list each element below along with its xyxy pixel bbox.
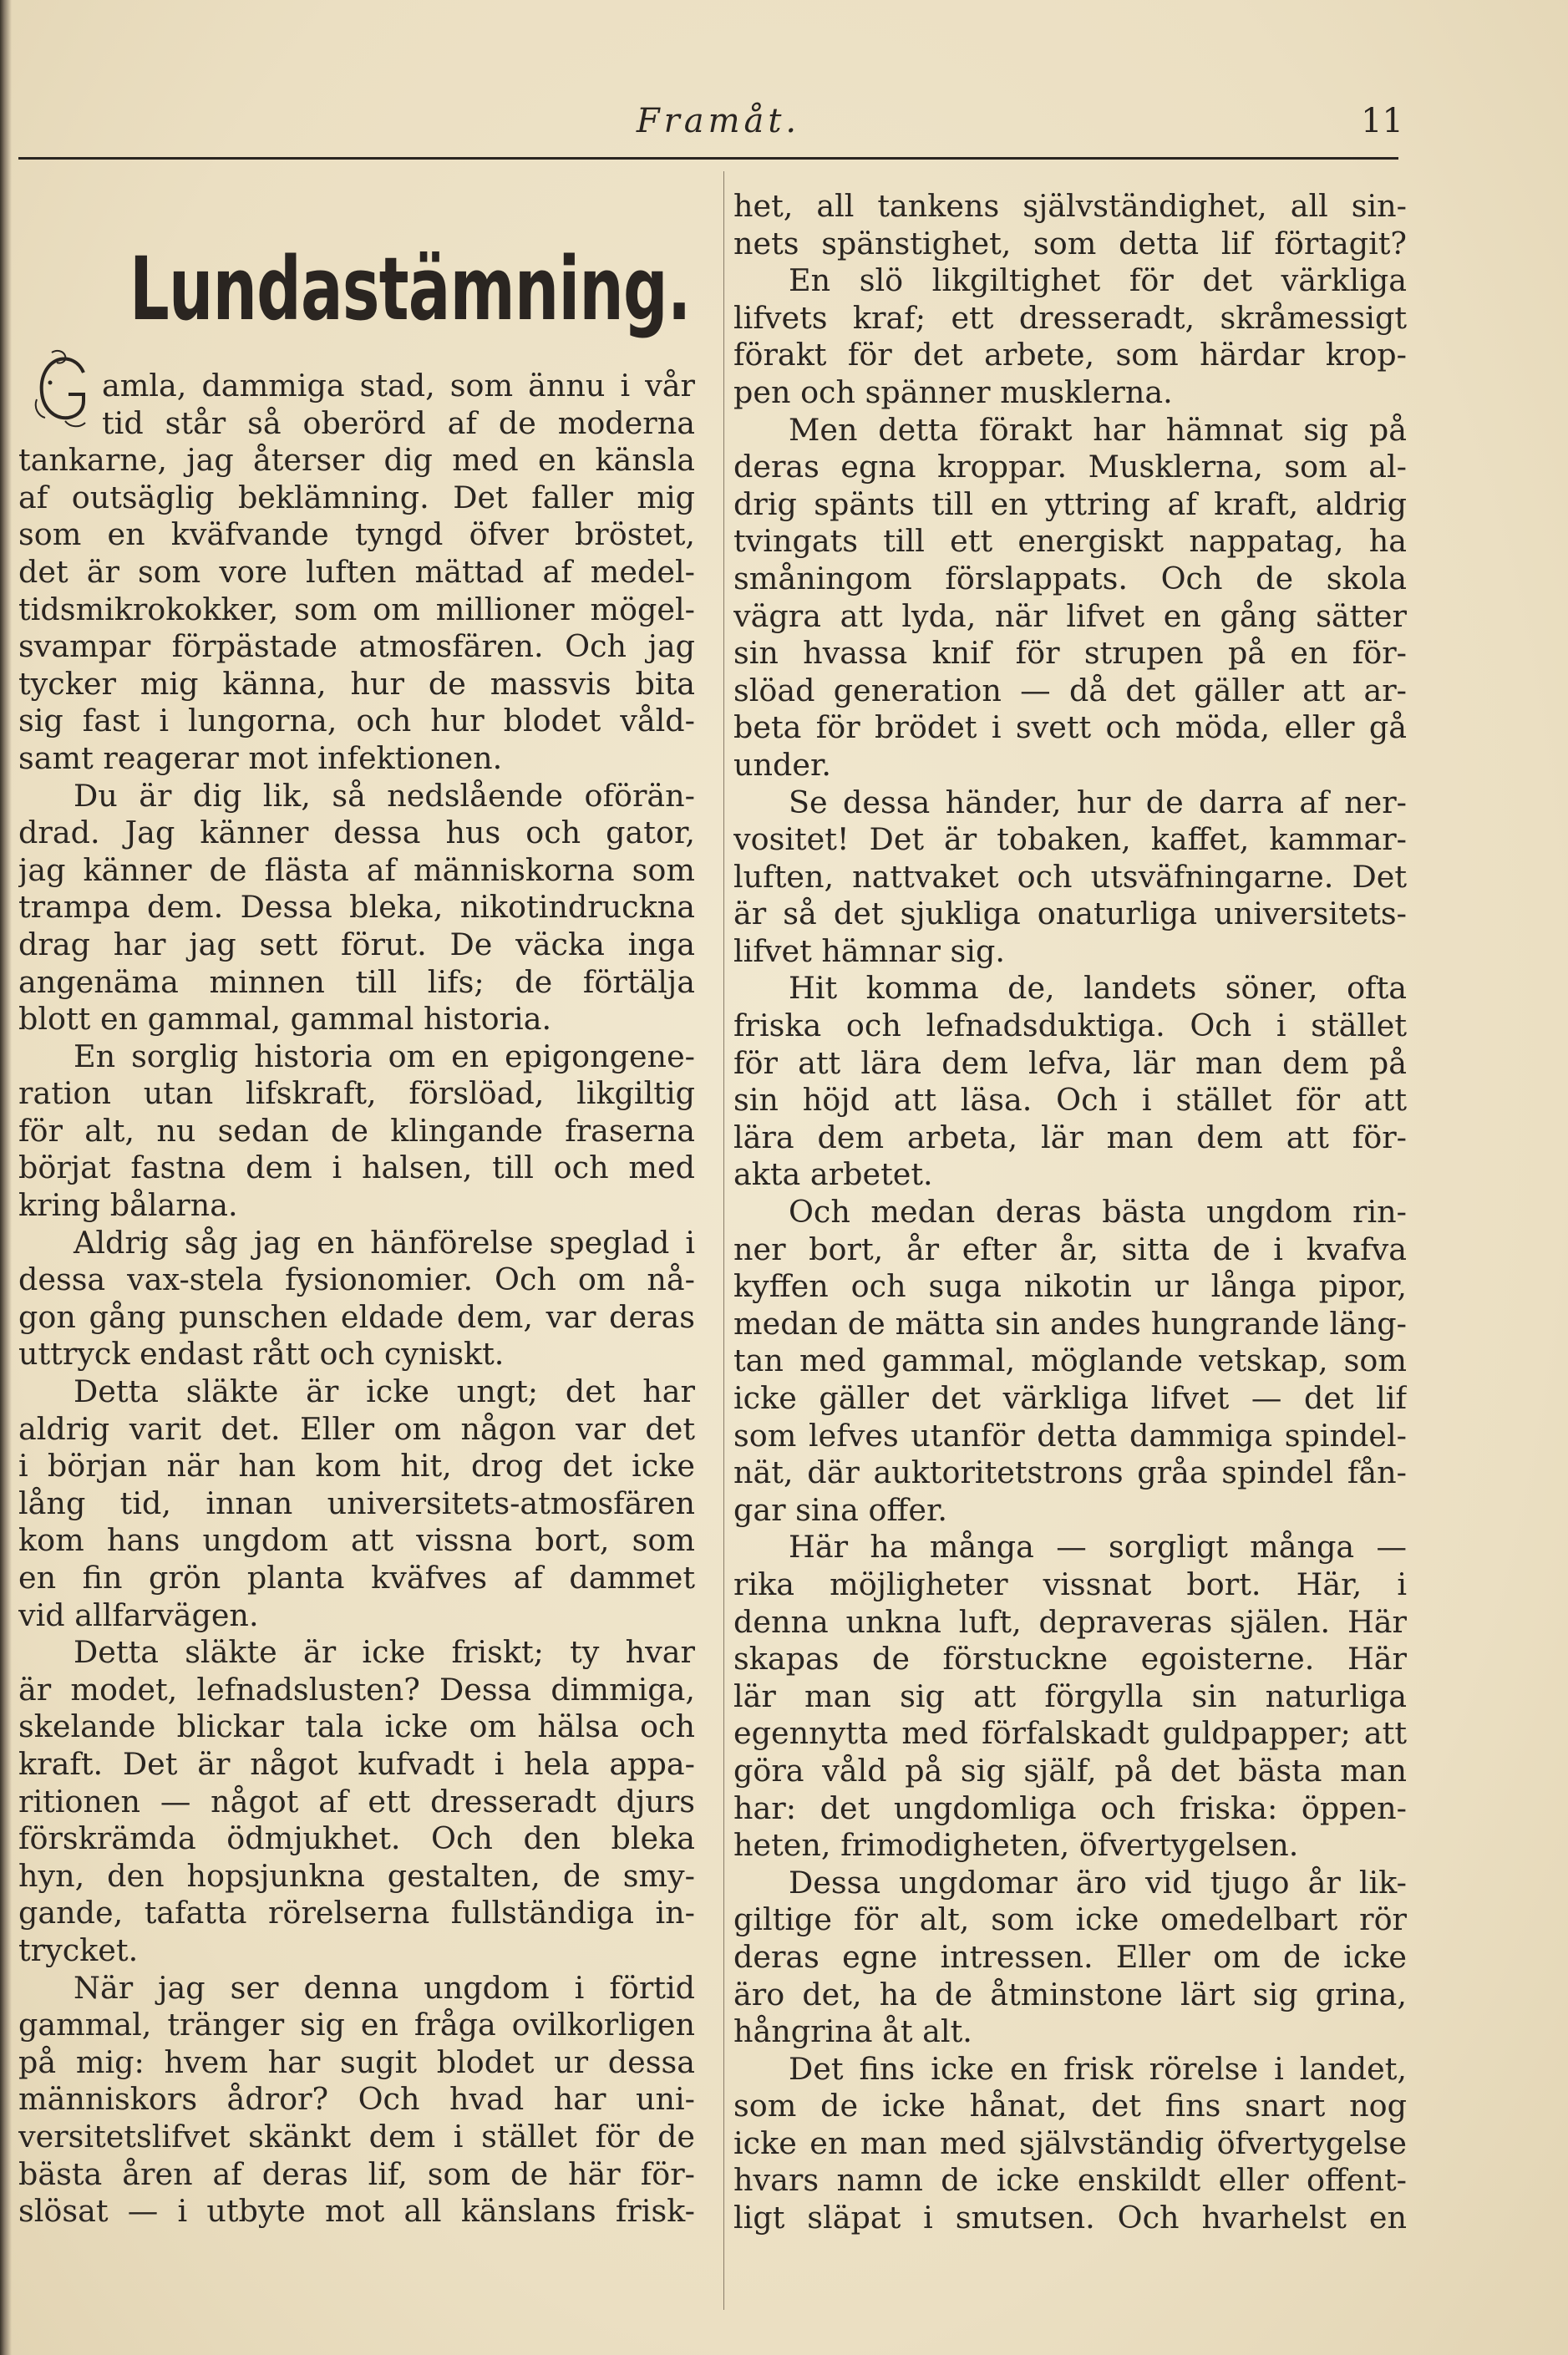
text-line: medan de mätta sin andes hungrande läng-: [733, 1305, 1407, 1342]
text-line: angenäma minnen till lifs; de förtälja: [18, 963, 695, 1000]
text-line: kring bålarna.: [18, 1187, 238, 1224]
text-line: ritionen — något af ett dresseradt djurs: [18, 1783, 695, 1820]
text-line: i början när han kom hit, drog det icke: [18, 1448, 695, 1485]
text-line: på mig: hvem har sugit blodet ur dessa: [18, 2043, 695, 2080]
text-line: nät, där auktoritetstrons gråa spindel fån-: [733, 1454, 1407, 1491]
text-line: En sorglig historia om en epigongene-: [74, 1038, 695, 1074]
text-line: Detta släkte är icke ungt; det har: [74, 1373, 695, 1410]
text-line: vägra att lyda, när lifvet en gång sätter: [733, 597, 1407, 634]
text-line: en fin grön planta kväfves af dammet: [18, 1560, 695, 1596]
text-line: trampa dem. Dessa bleka, nikotindruckna: [18, 889, 695, 926]
article-title: Lundastämning.: [129, 238, 691, 340]
text-line: kraft. Det är något kufvadt i hela appa-: [18, 1745, 695, 1782]
text-line: giltige för alt, som icke omedelbart rör: [733, 1901, 1407, 1938]
text-line: ration utan lifskraft, förslöad, likgiltig: [18, 1075, 695, 1112]
text-line: icke en man med självständig öfvertygelse: [733, 2124, 1407, 2161]
text-line: drad. Jag känner dessa hus och gator,: [18, 815, 695, 851]
text-line: drig spänts till en yttring af kraft, aldrig: [733, 485, 1407, 522]
text-line: Men detta förakt har hämnat sig på: [789, 411, 1407, 448]
text-line: gon gång punschen eldade dem, var deras: [18, 1298, 695, 1335]
text-line: förakt för det arbete, som härdar krop-: [733, 337, 1407, 373]
text-line: tid står så oberörd af de moderna: [102, 404, 695, 441]
right-column: [733, 188, 1407, 2237]
text-line: friska och lefnadsduktiga. Och i stället: [733, 1007, 1407, 1044]
text-line: gammal, tränger sig en fråga ovilkorligen: [18, 2007, 695, 2043]
text-line: svampar förpästade atmosfären. Och jag: [18, 628, 695, 665]
text-line: lifvet hämnar sig.: [733, 932, 1005, 969]
text-line: Dessa ungdomar äro vid tjugo år lik-: [789, 1864, 1407, 1901]
text-line: tvingats till ett energiskt nappatag, ha: [733, 523, 1407, 560]
text-line: aldrig varit det. Eller om någon var det: [18, 1410, 695, 1447]
text-line: skelande blickar tala icke om hälsa och: [18, 1708, 695, 1745]
text-line: hyn, den hopsjunkna gestalten, de smy-: [18, 1857, 695, 1894]
text-line: slösat — i utbyte mot all känslans frisk-: [18, 2193, 695, 2230]
text-line: Du är dig lik, så nedslående oförän-: [74, 777, 695, 814]
text-line: sin höjd att läsa. Och i stället för att: [733, 1082, 1407, 1119]
text-line: het, all tankens självständighet, all sin-: [733, 188, 1407, 224]
text-line: under.: [733, 746, 832, 783]
text-line: versitetslifvet skänkt dem i stället för de: [18, 2118, 695, 2155]
text-line: människors ådror? Och hvad har uni-: [18, 2081, 695, 2118]
column-divider: [723, 171, 724, 2310]
text-line: drag har jag sett förut. De väcka inga: [18, 926, 695, 962]
text-line: förskrämda ödmjukhet. Och den bleka: [18, 1820, 695, 1857]
text-line: lär man sig att förgylla sin naturliga: [733, 1677, 1407, 1714]
text-line: börjat fastna dem i halsen, till och med: [18, 1150, 695, 1186]
text-line: deras egna kroppar. Musklerna, som al-: [733, 449, 1407, 485]
text-line: deras egne intressen. Eller om de icke: [733, 1938, 1407, 1975]
text-line: kyffen och suga nikotin ur långa pipor,: [733, 1268, 1407, 1305]
text-line: äro det, ha de åtminstone lärt sig grina,: [733, 1976, 1407, 2012]
text-line: luften, nattvaket och utsväfningarne. Det: [733, 858, 1407, 895]
text-line: ligt släpat i smutsen. Och hvarhelst en: [733, 2200, 1407, 2236]
text-line: denna unkna luft, depraveras själen. Här: [733, 1603, 1407, 1640]
text-line: vid allfarvägen.: [18, 1596, 259, 1633]
text-line: lära dem arbeta, lär man dem att för-: [733, 1119, 1407, 1155]
text-line: har: det ungdomliga och friska: öppen-: [733, 1789, 1407, 1826]
text-line: Aldrig såg jag en hänförelse speglad i: [74, 1224, 695, 1261]
text-line: rika möjligheter vissnat bort. Här, i: [733, 1566, 1407, 1602]
text-line: för att lära dem lefva, lär man dem på: [733, 1044, 1407, 1081]
text-line: lång tid, innan universitets-atmosfären: [18, 1485, 695, 1521]
text-line: uttryck endast rått och cyniskt.: [18, 1336, 505, 1373]
text-line: vositet! Det är tobaken, kaffet, kammar-: [733, 821, 1407, 858]
text-line: egennytta med förfalskadt guldpapper; att: [733, 1715, 1407, 1752]
text-line: som de icke hånat, det fins snart nog: [733, 2088, 1407, 2124]
text-line: samt reagerar mot infektionen.: [18, 739, 503, 776]
text-line: hvars namn de icke enskildt eller offent-: [733, 2162, 1407, 2199]
text-line: En slö likgiltighet för det värkliga: [789, 262, 1407, 299]
text-line: af outsäglig beklämning. Det faller mig: [18, 479, 695, 515]
text-line: sig fast i lungorna, och hur blodet våld-: [18, 703, 695, 739]
text-line: dessa vax-stela fysionomier. Och om nå-: [18, 1261, 695, 1298]
text-line: icke gäller det värkliga lifvet — det lif: [733, 1380, 1407, 1416]
text-line: kom hans ungdom att vissna bort, som: [18, 1522, 695, 1559]
text-line: för alt, nu sedan de klingande fraserna: [18, 1112, 695, 1149]
text-line: tankarne, jag återser dig med en känsla: [18, 442, 695, 479]
page-number: 11: [1361, 102, 1403, 140]
text-line: beta för brödet i svett och möda, eller gå: [733, 709, 1407, 746]
text-line: heten, frimodigheten, öfvertygelsen.: [733, 1827, 1299, 1864]
text-line: småningom förslappats. Och de skola: [733, 560, 1407, 596]
header-rule: [18, 157, 1398, 160]
text-line: slöad generation — då det gäller att ar-: [733, 672, 1407, 708]
text-line: akta arbetet.: [733, 1156, 933, 1193]
text-line: tan med gammal, möglande vetskap, som: [733, 1342, 1407, 1379]
text-line: Och medan deras bästa ungdom rin-: [789, 1194, 1407, 1231]
text-line: amla, dammiga stad, som ännu i vår: [102, 368, 695, 403]
text-line: är modet, lefnadslusten? Dessa dimmiga,: [18, 1671, 695, 1708]
text-line: Här ha många — sorgligt många —: [789, 1529, 1407, 1566]
text-line: som lefves utanför detta dammiga spindel-: [733, 1417, 1407, 1454]
text-line: blott en gammal, gammal historia.: [18, 1001, 552, 1038]
text-line: bästa åren af deras lif, som de här för-: [18, 2155, 695, 2192]
text-line: hångrina åt alt.: [733, 2013, 972, 2050]
text-line: Detta släkte är icke friskt; ty hvar: [74, 1634, 695, 1671]
text-line: som en kväfvande tyngd öfver bröstet,: [18, 516, 695, 553]
text-line: jag känner de flästa af människorna som: [18, 851, 695, 888]
text-line: nets spänstighet, som detta lif förtagit?: [733, 225, 1407, 261]
text-line: pen och spänner musklerna.: [733, 373, 1173, 410]
text-line: trycket.: [18, 1931, 139, 1968]
text-line: Hit komma de, landets söner, ofta: [789, 970, 1407, 1007]
left-column: [18, 368, 695, 2231]
text-line: sin hvassa knif för strupen på en för-: [733, 635, 1407, 672]
text-line: gande, tafatta rörelserna fullständiga in-: [18, 1895, 695, 1931]
text-line: När jag ser denna ungdom i förtid: [74, 1969, 695, 2006]
text-line: Det fins icke en frisk rörelse i landet,: [789, 2050, 1407, 2087]
running-title: Framåt.: [636, 102, 801, 140]
page-edge-shadow: [0, 0, 12, 2355]
text-line: lifvets kraf; ett dresseradt, skråmessigt: [733, 299, 1407, 336]
text-line: är så det sjukliga onaturliga universitets-: [733, 896, 1407, 932]
text-line: göra våld på sig själf, på det bästa man: [733, 1752, 1407, 1789]
text-line: tidsmikrokokker, som om millioner mögel-: [18, 591, 695, 627]
text-line: Se dessa händer, hur de darra af ner-: [789, 784, 1407, 820]
text-line: tycker mig känna, hur de massvis bita: [18, 665, 695, 702]
text-line: ner bort, år efter år, sitta de i kvafva: [733, 1231, 1407, 1267]
text-line: gar sina offer.: [733, 1491, 947, 1528]
text-line: skapas de förstuckne egoisterne. Här: [733, 1641, 1407, 1677]
text-line: det är som vore luften mättad af medel-: [18, 553, 695, 590]
